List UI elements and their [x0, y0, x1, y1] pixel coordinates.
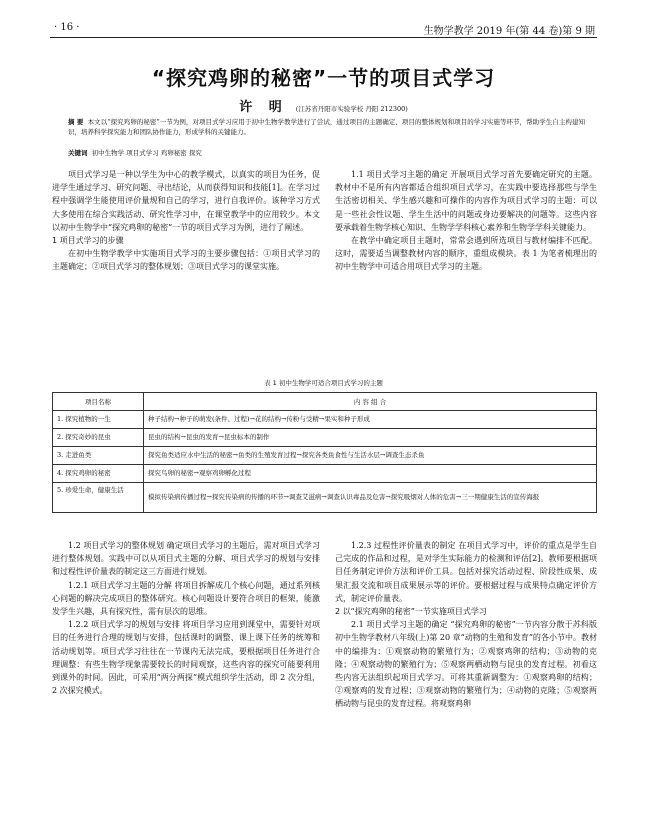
table-row	[53, 483, 597, 513]
left-column-top	[52, 168, 320, 274]
table-header-row	[53, 393, 597, 411]
section-heading: 1 项目式学习的步骤	[52, 236, 124, 246]
table-row	[53, 411, 597, 429]
table-row	[53, 429, 597, 447]
article-title: “探究鸡卵的秘密”一节的项目式学习	[151, 66, 496, 90]
table-row	[53, 447, 597, 465]
author-name: 许 明	[239, 100, 288, 115]
right-column-top	[335, 168, 597, 274]
table-header-cell: 内 容 组 合	[144, 393, 597, 411]
table-caption: 表 1 初中生物学可适合项目式学习的主题	[264, 379, 383, 387]
body-paragraph: 1.1 项目式学习主题的确定 开展项目式学习首先要确定研究的主题。教材中不是所有内容都适合组织项目式学习，在实践中要选择那些与学生生活密切相关、学生感兴趣和可操作的内容作为项目式学习的主题：可以是一些社会性议题、学生生活中的问题或身边要解决的问题等。这些内容要承载着生物学核心知识、生物学学科核心素养和生物学学科关键能力。	[335, 170, 597, 232]
left-column-bottom	[52, 539, 320, 697]
body-paragraph: 在初中生物学教学中实施项目式学习的主要步骤包括：①项目式学习的主题确定；②项目式学习的整体规划；③项目式学习的课堂实施。	[52, 249, 320, 272]
page-number: · 16 ·	[54, 22, 80, 33]
table-header-cell: 项目名称	[53, 393, 144, 411]
table-cell-content: 探究鱼类适应水中生活的秘密→鱼类的生殖发育过程→探究各类鱼食性与生活水层→调查生态杀鱼	[144, 447, 597, 465]
section-heading: 2 以“探究鸡卵的秘密”一节实施项目式学习	[335, 607, 487, 617]
abstract-label: 摘 要	[68, 118, 84, 126]
keywords	[68, 148, 585, 158]
table-cell-content: 探究鸟卵的秘密→观察鸡卵孵化过程	[144, 465, 597, 483]
table-cell-project: 3. 走进鱼类	[53, 447, 144, 465]
author-line	[0, 96, 647, 115]
table-cell-content: 昆虫的结构→昆虫的发育→昆虫标本的制作	[144, 429, 597, 447]
table-cell-project: 1. 探究植物的一生	[53, 411, 144, 429]
body-paragraph: 2.1 项目式学习主题的确定 “探究鸡卵的秘密”一节内容分散于苏科版初中生物学教材八年级(上)第 20 章“动物的生殖和发育”的各小节中。教材中的编排为：①观察动物的繁殖行为；②观察鸡卵的结构；③动物的克隆；④观察动物的繁殖行为；⑤观察两栖动物与昆虫的发育过程。初看这些内容无法组织起项目式学习。可将其重新调整为：①观察鸡卵的结构；②观察鸡的发育过程；③观察动物的繁殖行为；④动物的克隆；⑤观察两栖动物与昆虫的发育过程。将观察鸡卵	[335, 620, 597, 709]
table-cell-project: 2. 探究奇妙的昆虫	[53, 429, 144, 447]
keywords-label: 关键词	[68, 149, 88, 157]
topics-table	[52, 392, 597, 513]
abstract	[68, 117, 585, 137]
header-divider	[50, 37, 597, 38]
table-cell-content: 种子结构→种子的萌发(条件、过程)→花的结构→传粉与受精→果实和种子形成	[144, 411, 597, 429]
body-paragraph: 1.2.2 项目式学习的规划与安排 将项目学习应用到课堂中，需要针对项目的任务进行合理的规划与安排，包括课时的调整、课上课下任务的统筹和活动规划等。项目式学习往往在一节课内无法完成，要根据项目任务进行合理调整：有些生物学现象需要较长的时间观察，这些内容的探究可能要利用到课外的时间。因此，可采用“两分两探”模式组织学生活动，即 2 次分组，2 次探究模式。	[52, 620, 320, 696]
table-row	[53, 465, 597, 483]
body-paragraph: 1.2.3 过程性评价量表的制定 在项目式学习中，评价的重点是学生自己完成的作品和过程，是对学生实际能力的检测和评估[2]。教师要根据项目任务制定评价方法和评价工具。包括对探究活动过程、阶段性成果、成果汇报交流和项目成果展示等的评价。要根据过程与成果特点确定评价方式，制定评价量表。	[335, 541, 597, 603]
body-paragraph: 1.2 项目式学习的整体规划 确定项目式学习的主题后，需对项目式学习进行整体规划。实践中可以从项目式主题的分解、项目式学习的规划与安排和过程性评价量表的制定这三方面进行规划。	[52, 541, 320, 577]
body-paragraph: 1.2.1 项目式学习主题的分解 将项目拆解成几个核心问题，通过系列核心问题的解决完成项目的整体研究。核心问题设计要符合项目的框架，能激发学生兴趣，具有探究性，需有层次的思维。	[52, 580, 320, 617]
journal-header: 生物学教学 2019 年(第 44 卷)第 9 期	[423, 26, 595, 37]
right-column-bottom	[335, 539, 597, 711]
keywords-text: 初中生物学 项目式学习 鸡卵秘密 探究	[91, 149, 202, 157]
table-cell-project: 4. 探究鸡卵的秘密	[53, 465, 144, 483]
body-paragraph: 项目式学习是一种以学生为中心的教学模式，以真实的项目为任务，促进学生通过学习、研究问题、寻出结论，从而获得知识和技能[1]。在学习过程中强调学生能使用评价量规和自己的学习，进行自我评价。该种学习方式大多使用在综合实践活动、研究性学习中，在课堂教学中的应用较少。本文以初中生物学中“探究鸡卵的秘密”一节的项目式学习为例，进行了阐述。	[52, 170, 320, 232]
body-paragraph: 在教学中确定项目主题时，常常会遇到所选项目与教材编排不匹配。这时，需要适当调整教材内容的顺序，重组成模块。表 1 为笔者梳理出的初中生物学中可适合用项目式学习的主题。	[335, 236, 597, 272]
author-affiliation: (江苏省丹阳市实验学校 丹阳 212300)	[295, 105, 408, 113]
abstract-text: 本文以“探究鸡卵的秘密”一节为例，对项目式学习应用于初中生物学教学进行了尝试，通过项目的主题确定、项目的整体规划和项目的学习实施等环节，帮助学生自主构建知识，培养科学探究能力和团队协作能力，形成学科的关键能力。	[68, 118, 585, 136]
table-cell-project: 5. 珍爱生命，健康生活	[53, 483, 144, 513]
table-cell-content: 模拟传染病传播过程→探究传染病的传播的环节→调查艾滋病→调查认识毒品及危害→探究吸烟对人体的危害→三一期健康生活的宣传海报	[144, 483, 597, 513]
